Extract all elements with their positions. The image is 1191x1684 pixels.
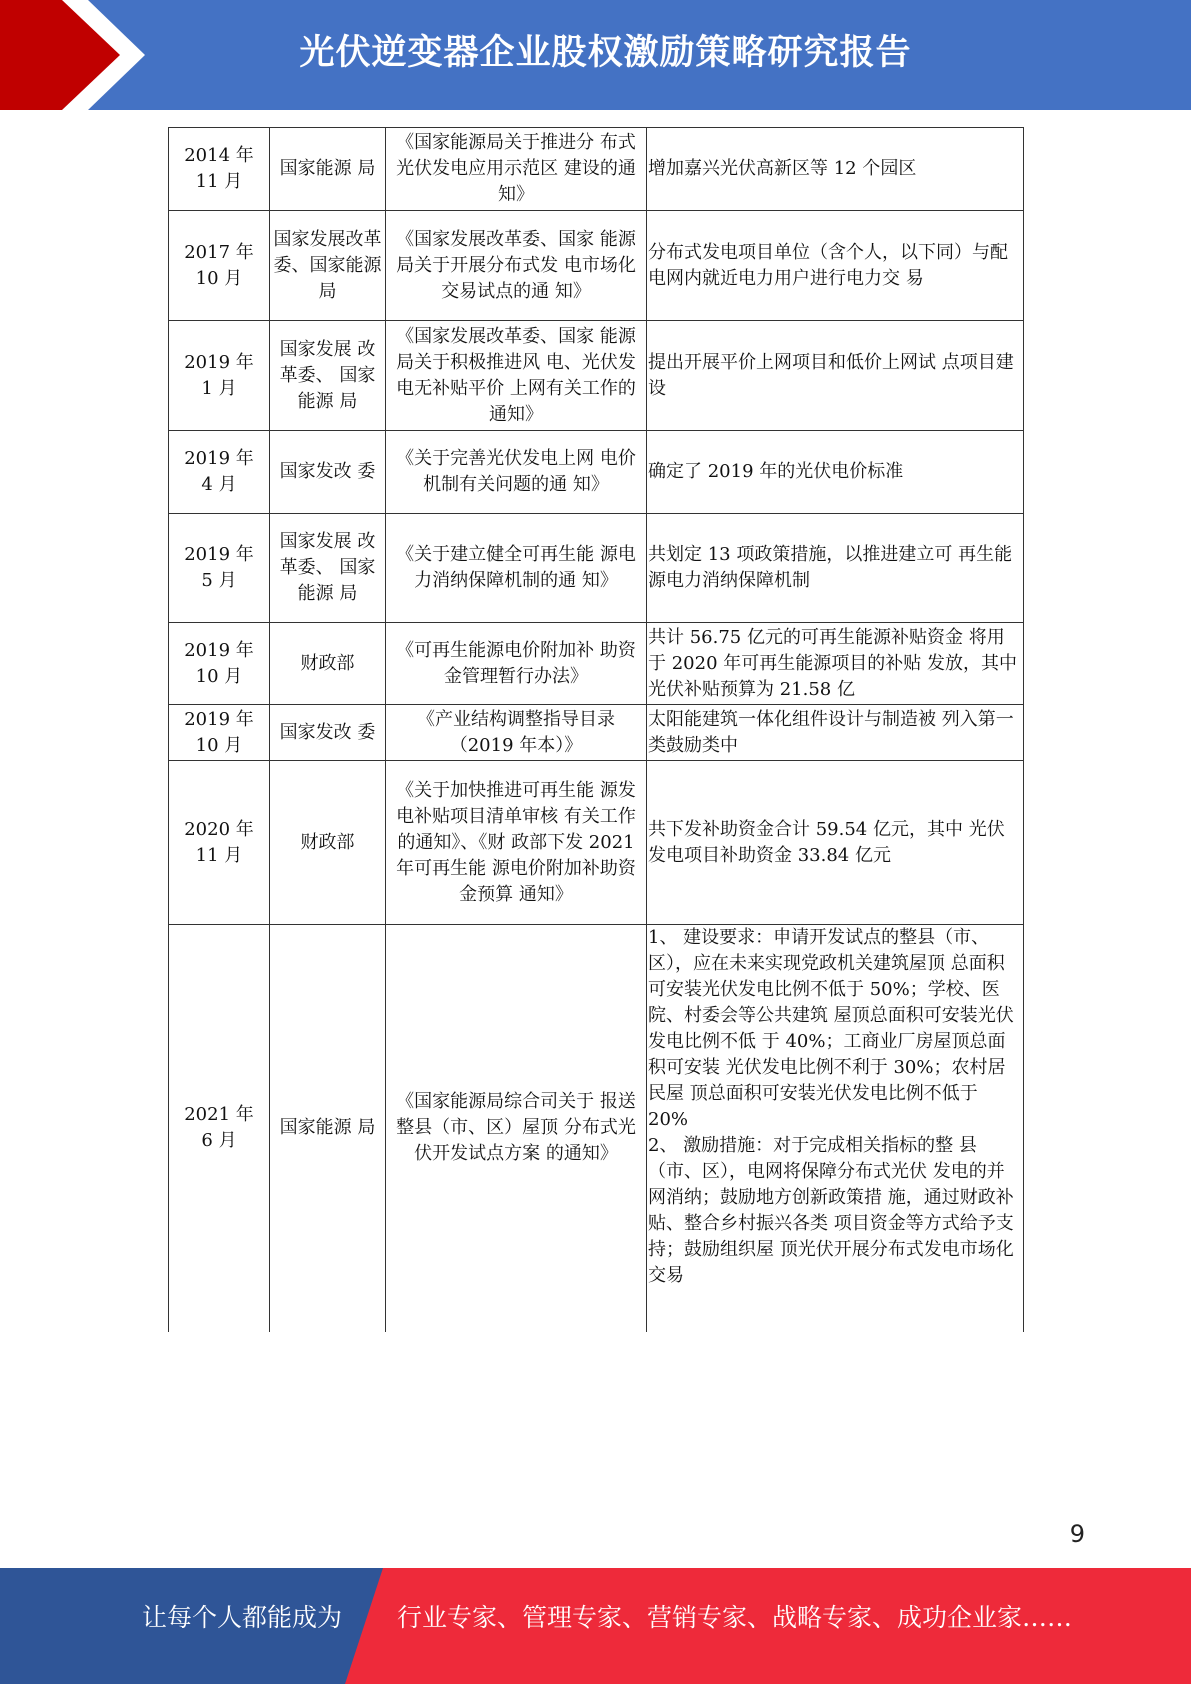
- date-cell: 2014 年 11 月: [169, 128, 270, 211]
- date-cell: 2019 年 10 月: [169, 623, 270, 705]
- department-cell: 国家能源 局: [270, 925, 386, 1332]
- document-cell: 《产业结构调整指导目录（2019 年本）》: [386, 705, 647, 761]
- document-cell: 《国家发展改革委、国家 能源局关于积极推进风 电、光伏发电无补贴平价 上网有关工作的通知》: [386, 321, 647, 431]
- department-cell: 国家发改 委: [270, 431, 386, 514]
- description-cell: 共划定 13 项政策措施，以推进建立可 再生能源电力消纳保障机制: [647, 514, 1024, 623]
- department-cell: 财政部: [270, 761, 386, 925]
- date-cell: 2017 年 10 月: [169, 211, 270, 321]
- table-row: [169, 431, 1024, 514]
- description-cell: 分布式发电项目单位（含个人，以下同）与配电网内就近电力用户进行电力交 易: [647, 211, 1024, 321]
- department-cell: 国家发改 委: [270, 705, 386, 761]
- table-row: [169, 705, 1024, 761]
- date-cell: 2019 年 5 月: [169, 514, 270, 623]
- table-row: [169, 925, 1024, 1332]
- table-row: [169, 321, 1024, 431]
- page-header: [0, 0, 1191, 110]
- policy-table: [168, 127, 1024, 1332]
- date-cell: 2021 年 6 月: [169, 925, 270, 1332]
- department-cell: 国家发展 改革委、 国家能源 局: [270, 321, 386, 431]
- page-number: 9: [1069, 1520, 1085, 1548]
- table-row: [169, 623, 1024, 705]
- footer-slogan-right: 行业专家、管理专家、营销专家、战略专家、成功企业家……: [397, 1603, 1073, 1632]
- date-cell: 2019 年 1 月: [169, 321, 270, 431]
- description-cell: 提出开展平价上网项目和低价上网试 点项目建设: [647, 321, 1024, 431]
- report-title: 光伏逆变器企业股权激励策略研究报告: [299, 33, 912, 73]
- description-cell: 确定了 2019 年的光伏电价标准: [647, 431, 1024, 514]
- document-cell: 《关于加快推进可再生能 源发电补贴项目清单审核 有关工作的通知》、《财 政部下发 2021 年可再生能 源电价附加补助资金预算 通知》: [386, 761, 647, 925]
- department-cell: 国家发展 改革委、 国家能源 局: [270, 514, 386, 623]
- table-row: [169, 211, 1024, 321]
- description-cell: 1、 建设要求：申请开发试点的整县（市、 区），应在未来实现党政机关建筑屋顶 总面积可安装光伏发电比例不低于 50%；学校、医院、村委会等公共建筑 屋顶总面积可安装光伏发电比例不低 于 40%；工商业厂房屋顶总面积可安装 光伏发电比例不利于 30%；农村居民屋 顶总面积可安装光伏发电比例不低于 20% 2、 激励措施：对于完成相关指标的整 县（市、区），电网将保障分布式光伏 发电的并网消纳；鼓励地方创新政策措 施，通过财政补贴、整合乡村振兴各类 项目资金等方式给予支持；鼓励组织屋 顶光伏开展分布式发电市场化交易: [647, 925, 1024, 1332]
- description-cell: 太阳能建筑一体化组件设计与制造被 列入第一类鼓励类中: [647, 705, 1024, 761]
- document-cell: 《国家能源局关于推进分 布式光伏发电应用示范区 建设的通知》: [386, 128, 647, 211]
- footer-slogan-left: 让每个人都能成为: [142, 1603, 343, 1632]
- date-cell: 2019 年 4 月: [169, 431, 270, 514]
- description-cell: 共下发补助资金合计 59.54 亿元，其中 光伏发电项目补助资金 33.84 亿元: [647, 761, 1024, 925]
- document-cell: 《国家能源局综合司关于 报送整县（市、区）屋顶 分布式光伏开发试点方案 的通知》: [386, 925, 647, 1332]
- table-row: [169, 514, 1024, 623]
- page-footer: [0, 1568, 1191, 1684]
- document-cell: 《国家发展改革委、国家 能源局关于开展分布式发 电市场化交易试点的通 知》: [386, 211, 647, 321]
- description-cell: 增加嘉兴光伏高新区等 12 个园区: [647, 128, 1024, 211]
- department-cell: 国家能源 局: [270, 128, 386, 211]
- date-cell: 2020 年 11 月: [169, 761, 270, 925]
- table-row: [169, 761, 1024, 925]
- document-cell: 《可再生能源电价附加补 助资金管理暂行办法》: [386, 623, 647, 705]
- description-cell: 共计 56.75 亿元的可再生能源补贴资金 将用于 2020 年可再生能源项目的补贴 发放，其中光伏补贴预算为 21.58 亿: [647, 623, 1024, 705]
- department-cell: 国家发展改革委、国家能源局: [270, 211, 386, 321]
- document-cell: 《关于建立健全可再生能 源电力消纳保障机制的通 知》: [386, 514, 647, 623]
- department-cell: 财政部: [270, 623, 386, 705]
- table-row: [169, 128, 1024, 211]
- document-cell: 《关于完善光伏发电上网 电价机制有关问题的通 知》: [386, 431, 647, 514]
- date-cell: 2019 年 10 月: [169, 705, 270, 761]
